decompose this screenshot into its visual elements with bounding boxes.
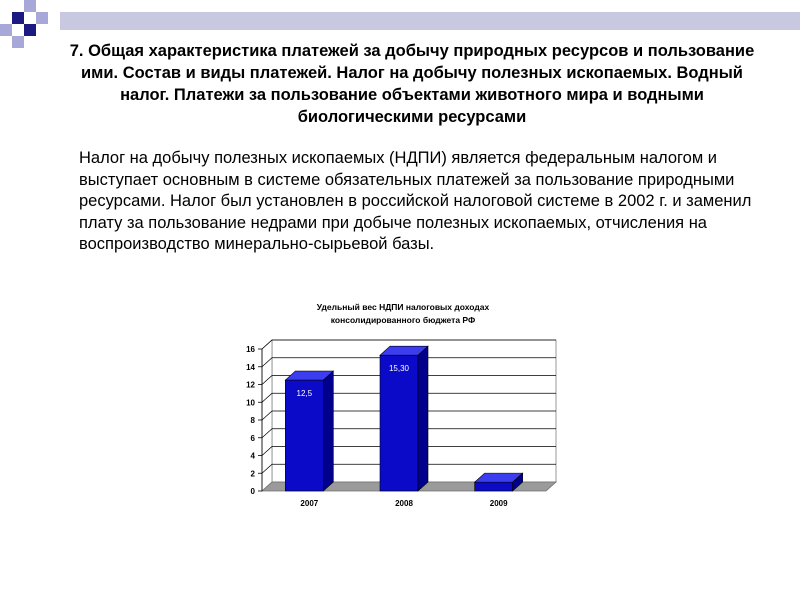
y-tick-label: 4 <box>250 451 255 461</box>
y-tick-label: 10 <box>246 398 255 408</box>
bar-value-label: 1 <box>491 491 496 501</box>
x-category-label: 2009 <box>489 499 508 508</box>
slide-body-text: Налог на добычу полезных ископаемых (НДПИ) является федеральным налогом и выступает основным в системе обязательных платежей за пользование природными ресурсами. Налог был установлен в российской налоговой системе в 2002 г. и заменил плату за пользование недрами при добыче полезных ископаемых, отчисления на воспроизводство минерально-сырьевой базы. <box>79 149 752 253</box>
y-tick-label: 0 <box>250 487 255 496</box>
y-tick-label: 2 <box>250 469 255 479</box>
y-tick-label: 16 <box>246 345 255 354</box>
y-tick-label: 12 <box>246 380 255 390</box>
y-tick-label: 6 <box>250 433 255 443</box>
bar-value-label: 15,30 <box>388 364 410 374</box>
bar-side <box>418 346 428 491</box>
slide-title: 7. Общая характеристика платежей за добычу природных ресурсов и пользование ими. Состав и виды платежей. Налог на добычу полезных ископаемых. Водный налог. Платежи за пользование объектами животного мира и водными биологическими ресурсами <box>69 42 755 126</box>
x-category-label: 2008 <box>395 499 413 508</box>
x-category-label: 2007 <box>300 499 319 508</box>
bar-value-label: 12,5 <box>296 389 313 399</box>
chart-title-line-2: консолидированного бюджета РФ <box>330 315 476 325</box>
bar-front <box>475 482 513 491</box>
bar-side <box>323 371 333 491</box>
y-tick-label: 14 <box>246 362 255 372</box>
y-tick-label: 8 <box>250 416 255 425</box>
bar-front <box>380 355 418 491</box>
chart-title-line-1: Удельный вес НДПИ налоговых доходах <box>316 302 490 312</box>
chart-plot-area <box>246 340 556 508</box>
